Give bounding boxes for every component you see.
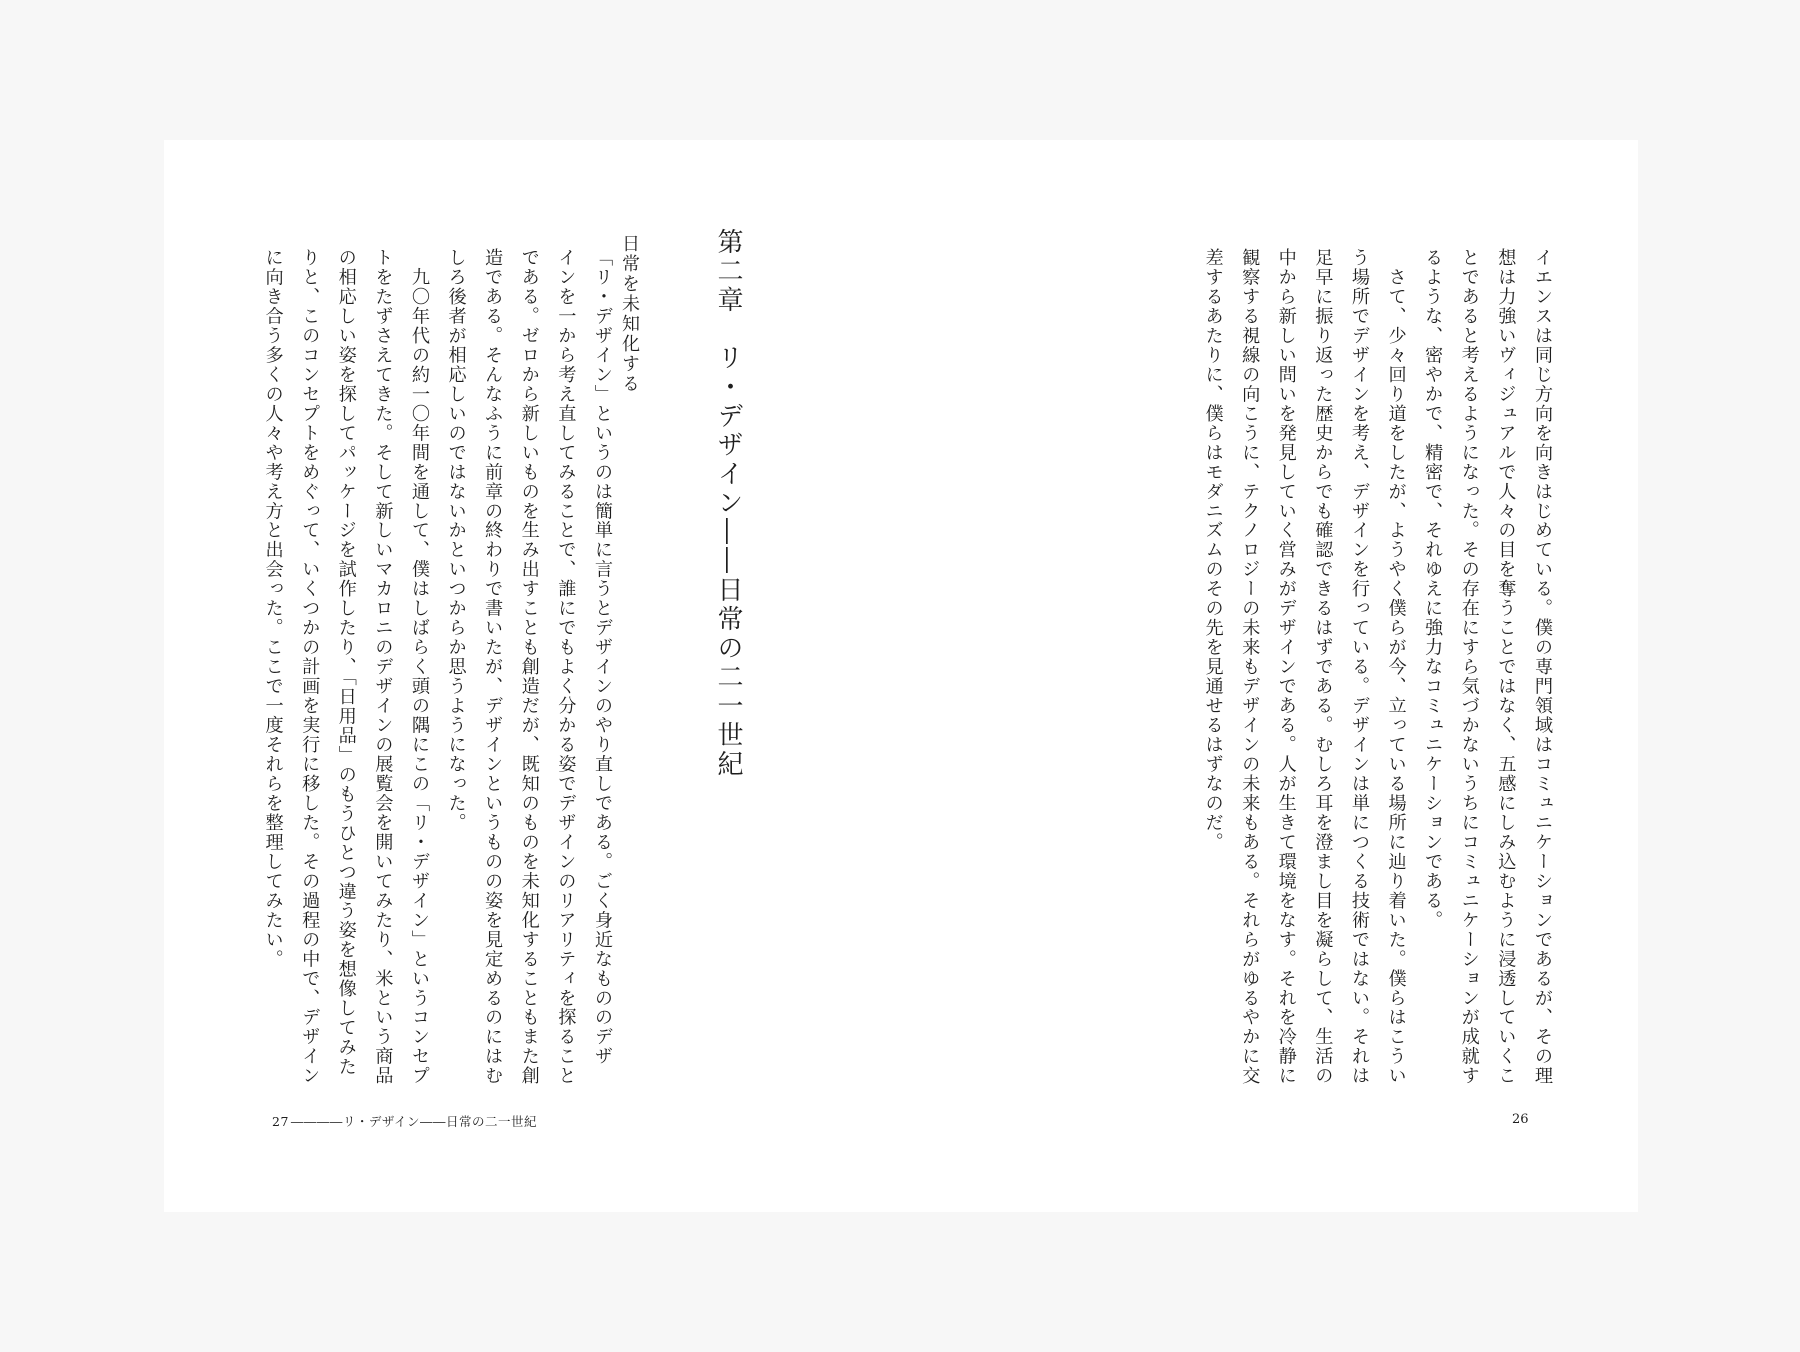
body-line: るような、密やかで、精密で、それゆえに強力なコミュニケーションである。 [1422, 248, 1444, 930]
body-line: 造である。そんなふうに前章の終わりで書いたが、デザインというものの姿を見定めるのにはむ [482, 248, 504, 1086]
running-head [272, 1112, 537, 1130]
book-spread [164, 140, 1638, 1212]
left-page-body [254, 248, 620, 1086]
body-line: しろ後者が相応しいのではないかといつからか思うようになった。 [445, 248, 467, 833]
chapter-title: 第二章 リ・デザイン――日常の二一世紀 [713, 228, 743, 779]
section-heading: 日常を未知化する [619, 234, 640, 394]
body-line: 足早に振り返った歴史からでも確認できるはずである。むしろ耳を澄まし目を凝らして、生活の [1312, 248, 1334, 1086]
body-line: である。ゼロから新しいものを生み出すことも創造だが、既知のものを未知化することもまた創 [518, 248, 540, 1086]
body-line: 想は力強いヴィジュアルで人々の目を奪うことではなく、五感にしみ込むように浸透していくこ [1495, 248, 1517, 1086]
body-line: 「リ・デザイン」というのは簡単に言うとデザインのやり直しである。ごく身近なもののデザ [591, 248, 613, 1067]
body-line: さて、少々回り道をしたが、ようやく僕らが今、立っている場所に辿り着いた。僕らはこうい [1385, 248, 1407, 1086]
body-line: りと、このコンセプトをめぐって、いくつかの計画を実行に移した。その過程の中で、デザイン [299, 248, 321, 1086]
body-line: イエンスは同じ方向を向きはじめている。僕の専門領域はコミュニケーションであるが、その理 [1531, 248, 1553, 1086]
body-line: に向き合う多くの人々や考え方と出会った。ここで一度それらを整理してみたい。 [262, 248, 284, 969]
running-head-title: ――――リ・デザイン――日常の二一世紀 [290, 1114, 538, 1129]
body-line: 差するあたりに、僕らはモダニズムのその先を見通せるはずなのだ。 [1202, 248, 1224, 852]
left-page-number: 27 [272, 1114, 289, 1129]
body-line: 観察する視線の向こうに、テクノロジーの未来もデザインの未来もある。それらがゆるやかに交 [1239, 248, 1261, 1086]
body-line: う場所でデザインを考え、デザインを行っている。デザインは単につくる技術ではない。それは [1348, 248, 1370, 1086]
right-page-body [1194, 248, 1560, 1086]
body-line: 中から新しい問いを発見していく営みがデザインである。人が生きて環境をなす。それを冷静に [1275, 248, 1297, 1086]
body-line: トをたずさえてきた。そして新しいマカロニのデザインの展覧会を開いてみたり、米という商品 [372, 248, 394, 1086]
body-line: の相応しい姿を探してパッケージを試作したり、「日用品」のもうひとつ違う姿を想像してみた [335, 248, 357, 1077]
body-line: インを一から考え直してみることで、誰にでもよく分かる姿でデザインのリアリティを探ること [555, 248, 577, 1086]
right-page-number: 26 [1512, 1112, 1529, 1127]
body-line: 九〇年代の約一〇年間を通して、僕はしばらく頭の隅にこの「リ・デザイン」というコンセプ [408, 248, 430, 1086]
body-line: とであると考えるようになった。その存在にすら気づかないうちにコミュニケーションが成就す [1458, 248, 1480, 1086]
